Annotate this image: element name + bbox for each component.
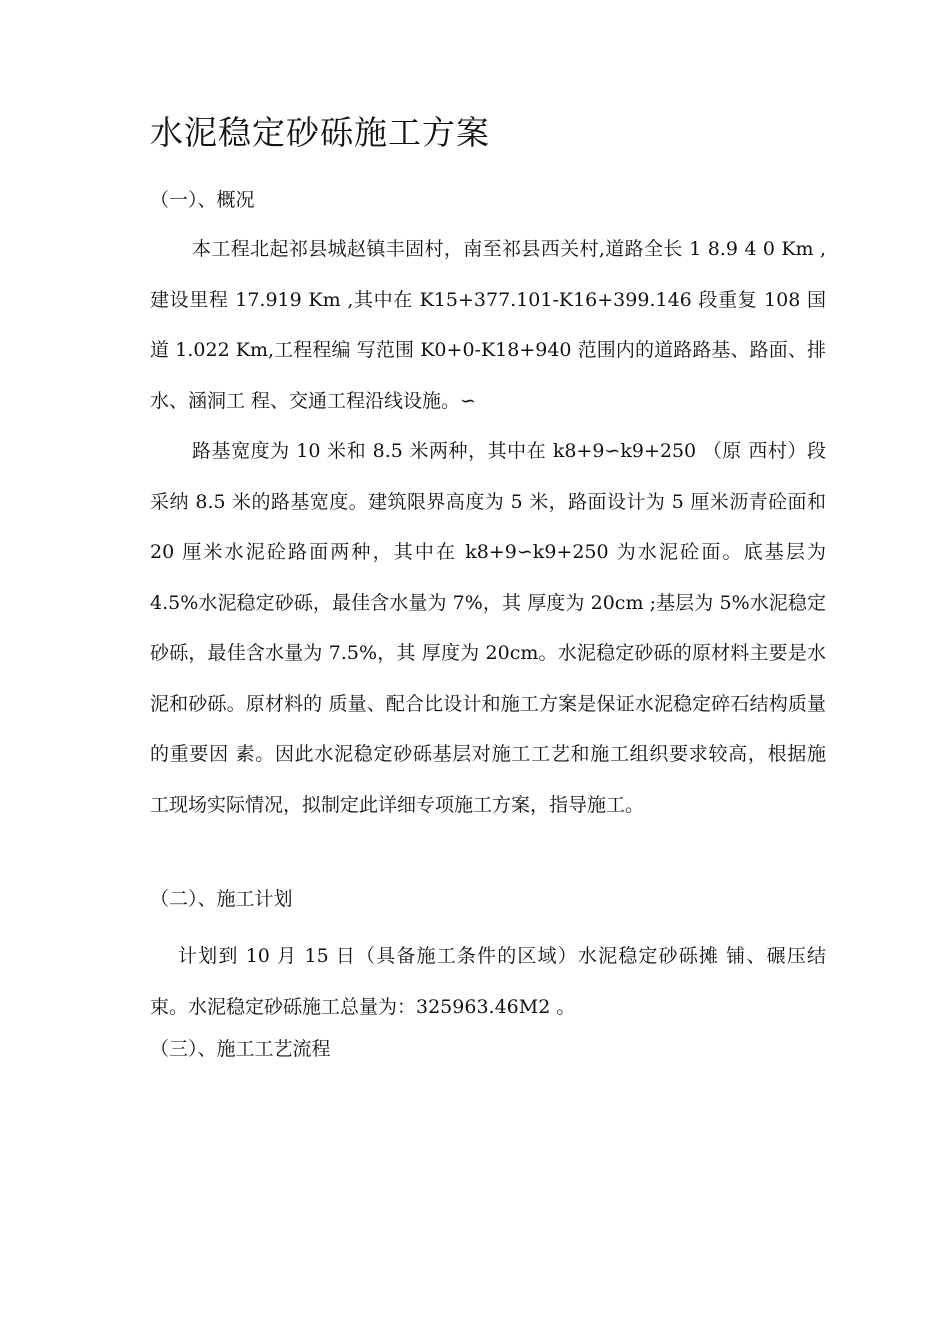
paragraph-project-overview: 本工程北起祁县城赵镇丰固村，南至祁县西关村,道路全长 1 8.9 4 0 Km ,建设里程 17.919 Km ,其中在 K15+377.101-K16+399.146 段重复 108 国道 1.022 Km,工程程编 写范围 K0+0-K18+940 范围内的道路路基、路面、排水、涵洞工 程、交通工程沿线设施。∽ <box>150 238 826 412</box>
section-heading-process-flow: （三）、施工工艺流程 <box>150 1038 331 1060</box>
paragraph-construction-plan: 计划到 10 月 15 日（具备施工条件的区域）水泥稳定砂砾摊 铺、碾压结束。水泥稳定砂砾施工总量为：325963.46M2 。 <box>150 945 826 1018</box>
paragraph-roadbed-details: 路基宽度为 10 米和 8.5 米两种，其中在 k8+9∽k9+250 （原 西村）段采纳 8.5 米的路基宽度。建筑限界高度为 5 米，路面设计为 5 厘米沥青砼面和 20 厘米水泥砼路面两种，其中在 k8+9∽k9+250 为水泥砼面。底基层为 4.5%水泥稳定砂砾，最佳含水量为 7%，其 厚度为 20cm ;基层为 5%水泥稳定砂砾，最佳含水量为 7.5%，其 厚度为 20cm。水泥稳定砂砾的原材料主要是水泥和砂砾。原材料的 质量、配合比设计和施工方案是保证水泥稳定碎石结构质量的重要因 素。因此水泥稳定砂砾基层对施工工艺和施工组织要求较高，根据施 工现场实际情况，拟制定此详细专项施工方案，指导施工。 <box>150 440 826 816</box>
section-heading-construction-plan: （二）、施工计划 <box>150 888 293 910</box>
section-heading-overview: （一）、概况 <box>150 189 255 211</box>
document-title: 水泥稳定砂砾施工方案 <box>150 113 490 152</box>
